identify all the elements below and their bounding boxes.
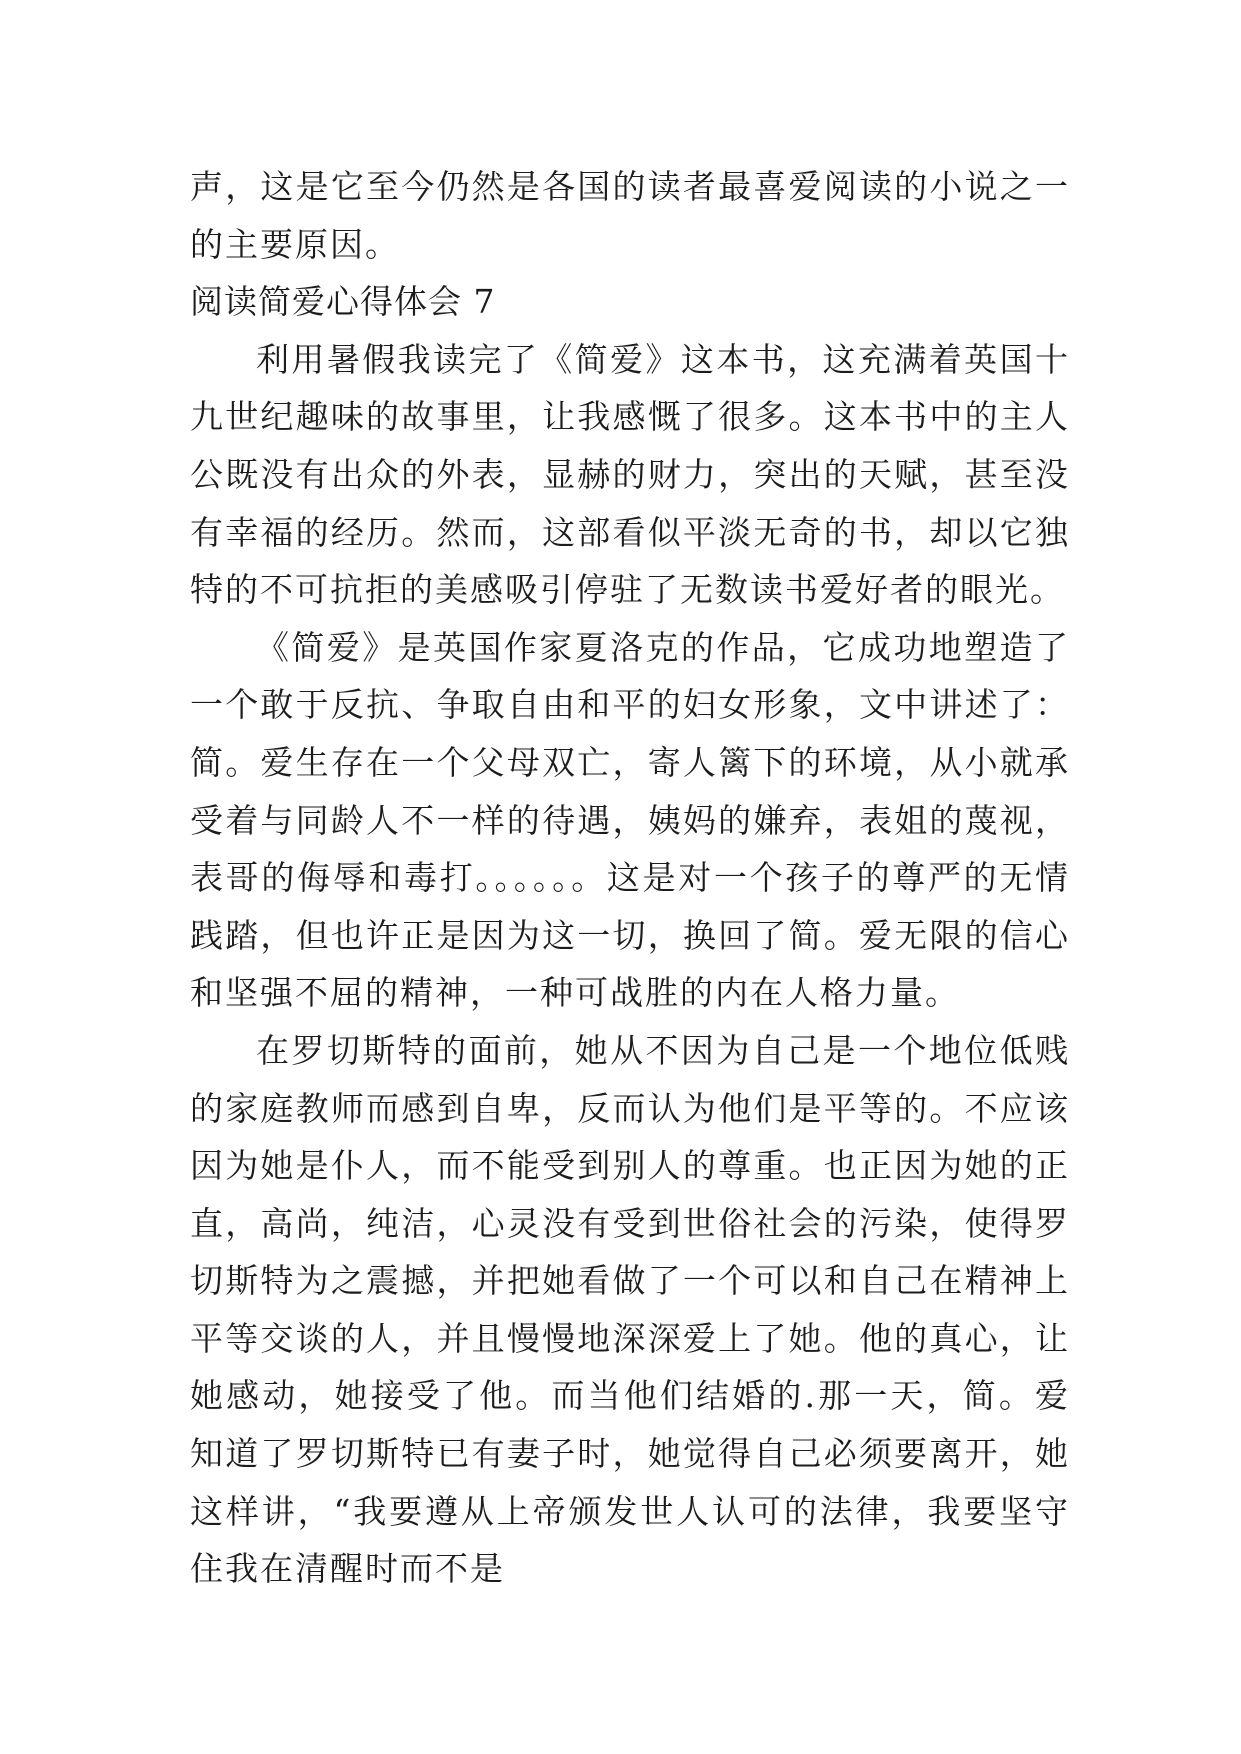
document-body [190,158,1070,1598]
continuation-paragraph: 声，这是它至今仍然是各国的读者最喜爱阅读的小说之一的主要原因。 [190,167,1070,264]
section-title: 阅读简爱心得体会 7 [190,282,496,322]
body-paragraph-1: 利用暑假我读完了《简爱》这本书，这充满着英国十九世纪趣味的故事里，让我感慨了很多。这本书中的主人公既没有出众的外表，显赫的财力，突出的天赋，甚至没有幸福的经历。然而，这部看似平淡无奇的书，却以它独特的不可抗拒的美感吸引停驻了无数读书爱好者的眼光。 [190,339,1070,610]
body-paragraph-3: 在罗切斯特的面前，她从不因为自己是一个地位低贱的家庭教师而感到自卑，反而认为他们是平等的。不应该因为她是仆人，而不能受到别人的尊重。也正因为她的正直，高尚，纯洁，心灵没有受到世俗社会的污染，使得罗切斯特为之震撼，并把她看做了一个可以和自己在精神上平等交谈的人，并且慢慢地深深爱上了她。他的真心，让她感动，她接受了他。而当他们结婚的.那一天，简。爱知道了罗切斯特已有妻子时，她觉得自己必须要离开，她这样讲，“我要遵从上帝颁发世人认可的法律，我要坚守住我在清醒时而不是 [190,1030,1070,1589]
body-paragraph-2: 《简爱》是英国作家夏洛克的作品，它成功地塑造了一个敢于反抗、争取自由和平的妇女形象，文中讲述了：简。爱生存在一个父母双亡，寄人篱下的环境，从小就承受着与同龄人不一样的待遇，姨妈的嫌弃，表姐的蔑视，表哥的侮辱和毒打。。。。。。这是对一个孩子的尊严的无情践踏，但也许正是因为这一切，换回了简。爱无限的信心和坚强不屈的精神，一种可战胜的内在人格力量。 [190,627,1070,1013]
